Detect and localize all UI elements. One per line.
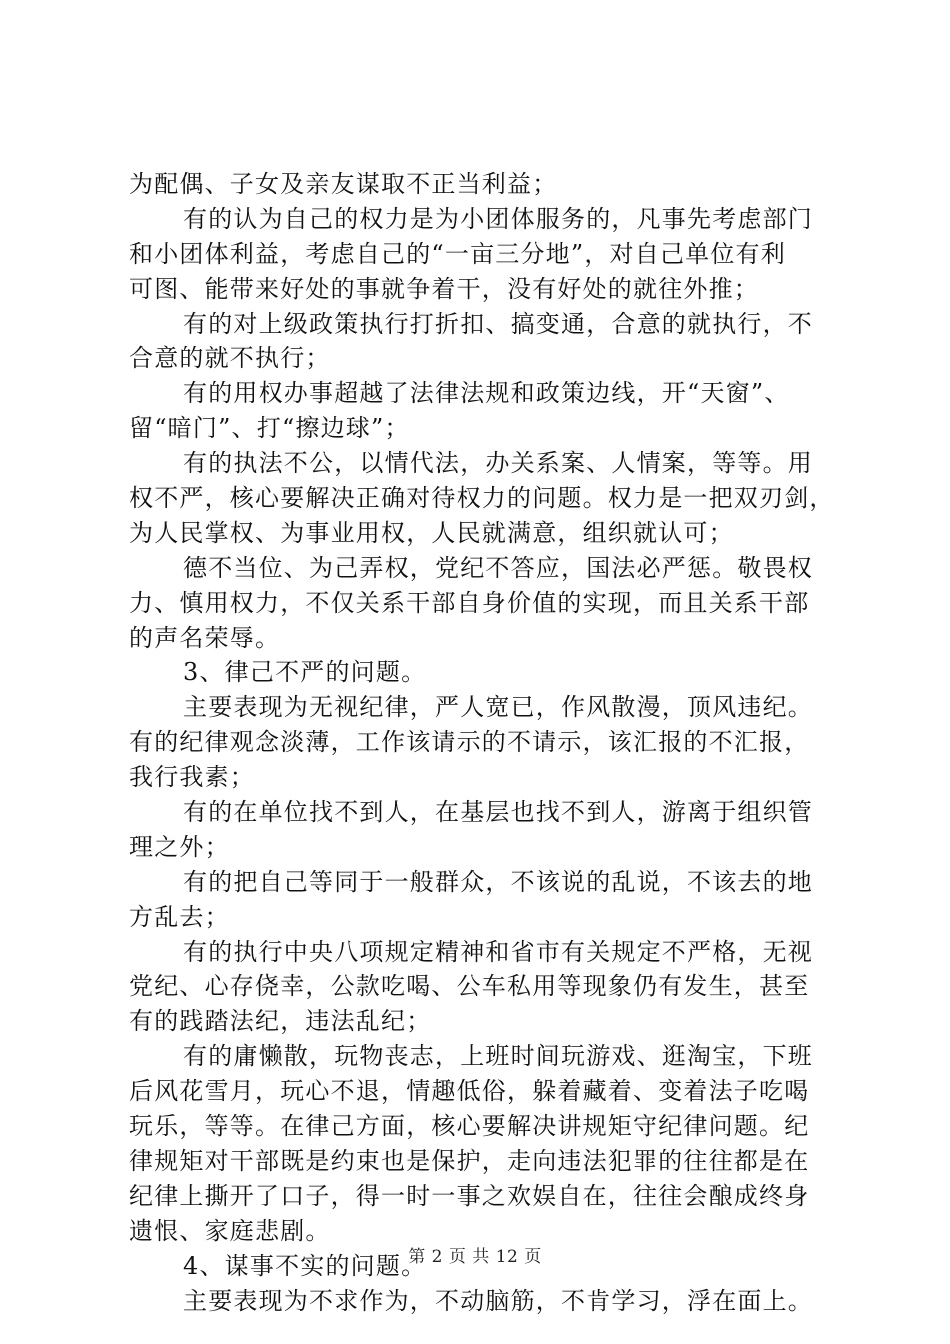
text-line: 有的纪律观念淡薄，工作该请示的不请示，该汇报的不汇报， [129, 728, 810, 757]
text-line: 合意的就不执行； [129, 344, 331, 373]
text-line: 主要表现为无视纪律，严人宽已，作风散漫，顶风违纪。 [183, 693, 813, 722]
text-line: 遗恨、家庭悲剧。 [129, 1216, 331, 1245]
section-heading: 3、律己不严的问题。 [183, 658, 427, 687]
text-line: 纪律上撕开了口子，得一时一事之欢娱自在，往往会酿成终身 [129, 1181, 810, 1210]
text-line: 后风花雪月，玩心不退，情趣低俗，躲着藏着、变着法子吃喝 [129, 1077, 810, 1106]
text-line: 可图、能带来好处的事就争着干，没有好处的就往外推； [129, 274, 759, 303]
text-line: 和小团体利益，考虑自己的“一亩三分地”，对自己单位有利 [129, 239, 786, 268]
text-line: 力、慎用权力，不仅关系干部自身价值的实现，而且关系干部 [129, 588, 810, 617]
text-line: 有的用权办事超越了法律法规和政策边线，开“天窗”、 [183, 379, 790, 408]
text-line: 有的认为自己的权力是为小团体服务的，凡事先考虑部门 [183, 204, 813, 233]
text-line: 有的执行中央八项规定精神和省市有关规定不严格，无视 [183, 937, 813, 966]
text-line: 德不当位、为己弄权，党纪不答应，国法必严惩。敬畏权 [183, 553, 813, 582]
text-line: 主要表现为不求作为，不动脑筋，不肯学习，浮在面上。 [183, 1286, 813, 1315]
text-line: 为配偶、子女及亲友谋取不正当利益； [129, 170, 558, 198]
text-line: 有的践踏法纪，违法乱纪； [129, 1007, 432, 1036]
body-text [129, 167, 839, 1318]
page-number-footer: 第 2 页 共 12 页 [408, 1247, 542, 1267]
text-line: 党纪、心存侥幸，公款吃喝、公车私用等现象仍有发生，甚至 [129, 972, 810, 1001]
text-line: 为人民掌权、为事业用权，人民就满意，组织就认可； [129, 518, 734, 547]
text-line: 律规矩对干部既是约束也是保护，走向违法犯罪的往往都是在 [129, 1146, 810, 1175]
text-line: 理之外； [129, 832, 230, 861]
text-line: 有的对上级政策执行打折扣、搞变通，合意的就执行，不 [183, 309, 813, 338]
section-heading: 4、谋事不实的问题。 [183, 1251, 427, 1280]
text-line: 有的庸懒散，玩物丧志，上班时间玩游戏、逛淘宝，下班 [183, 1042, 813, 1071]
text-line: 有的执法不公，以情代法，办关系案、人情案，等等。用 [183, 449, 813, 478]
text-line: 玩乐，等等。在律己方面，核心要解决讲规矩守纪律问题。纪 [129, 1112, 810, 1141]
text-line: 的声名荣辱。 [129, 623, 281, 652]
text-line: 有的在单位找不到人，在基层也找不到人，游离于组织管 [183, 798, 813, 827]
text-line: 方乱去； [129, 902, 230, 931]
text-line: 权不严，核心要解决正确对待权力的问题。权力是一把双刃剑， [129, 484, 835, 513]
text-line: 我行我素； [129, 763, 255, 792]
text-line: 留“暗门”、打“擦边球”； [129, 414, 410, 443]
text-line: 有的把自己等同于一般群众，不该说的乱说，不该去的地 [183, 867, 813, 896]
